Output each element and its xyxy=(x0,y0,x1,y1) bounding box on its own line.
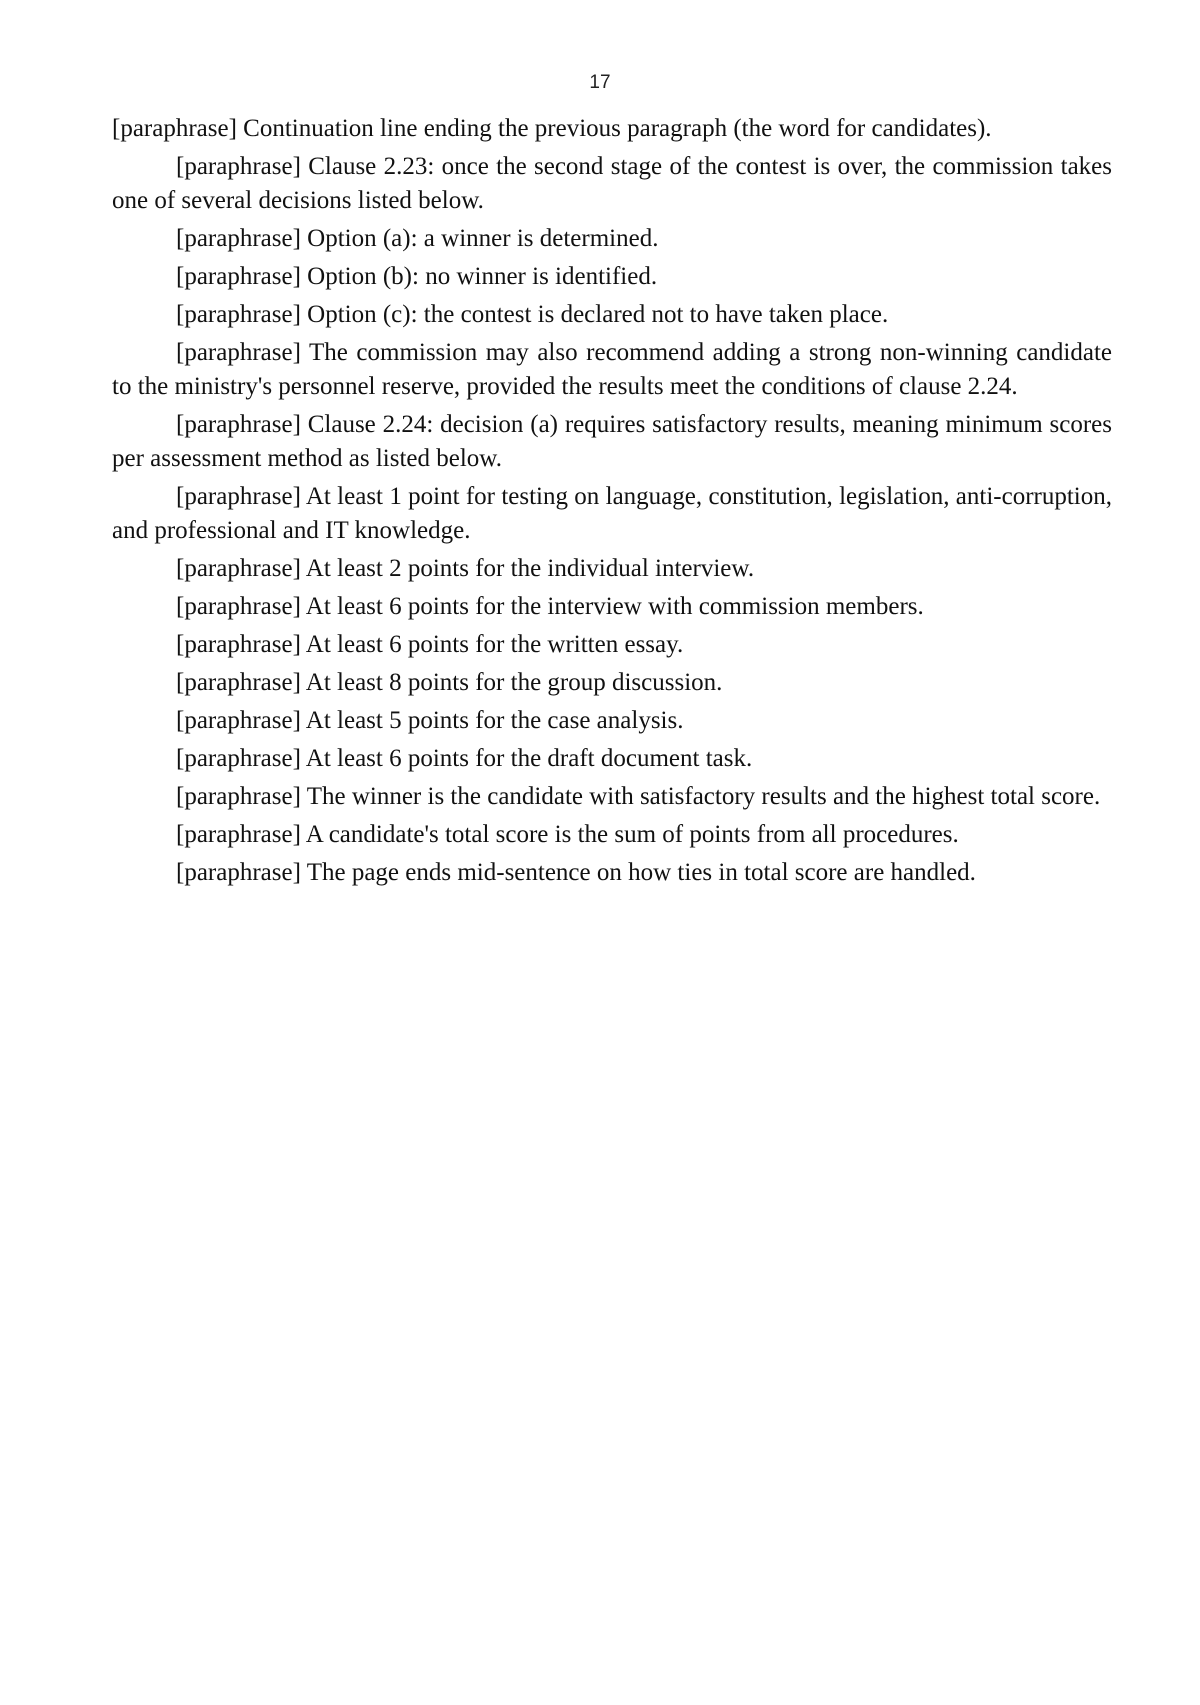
list-item: [paraphrase] At least 1 point for testing on language, constitution, legislation, anti-corruption, and professional and IT knowledge. xyxy=(112,483,1112,544)
paragraph: [paraphrase] The commission may also recommend adding a strong non-winning candidate to the ministry's personnel reserve, provided the results meet the conditions of clause 2.24. xyxy=(112,339,1112,400)
document-body xyxy=(112,112,1112,894)
list-item: [paraphrase] At least 5 points for the case analysis. xyxy=(176,707,684,734)
list-item: [paraphrase] Option (a): a winner is determined. xyxy=(176,225,659,252)
page-number: 17 xyxy=(589,72,611,93)
paragraph: [paraphrase] A candidate's total score is the sum of points from all procedures. xyxy=(176,821,959,848)
paragraph: [paraphrase] Continuation line ending the previous paragraph (the word for candidates). xyxy=(112,115,992,142)
paragraph: [paraphrase] Clause 2.24: decision (a) requires satisfactory results, meaning minimum scores per assessment method as listed below. xyxy=(112,411,1112,472)
list-item: [paraphrase] At least 6 points for the interview with commission members. xyxy=(176,593,924,620)
list-item: [paraphrase] Option (c): the contest is declared not to have taken place. xyxy=(176,301,889,328)
list-item: [paraphrase] At least 2 points for the individual interview. xyxy=(176,555,755,582)
paragraph: [paraphrase] Clause 2.23: once the second stage of the contest is over, the commission takes one of several decisions listed below. xyxy=(112,153,1112,214)
list-item: [paraphrase] At least 8 points for the group discussion. xyxy=(176,669,723,696)
list-item: [paraphrase] At least 6 points for the written essay. xyxy=(176,631,684,658)
paragraph: [paraphrase] The winner is the candidate with satisfactory results and the highest total score. xyxy=(176,783,1101,810)
list-item: [paraphrase] At least 6 points for the draft document task. xyxy=(176,745,753,772)
paragraph: [paraphrase] The page ends mid-sentence on how ties in total score are handled. xyxy=(176,859,976,886)
list-item: [paraphrase] Option (b): no winner is identified. xyxy=(176,263,658,290)
